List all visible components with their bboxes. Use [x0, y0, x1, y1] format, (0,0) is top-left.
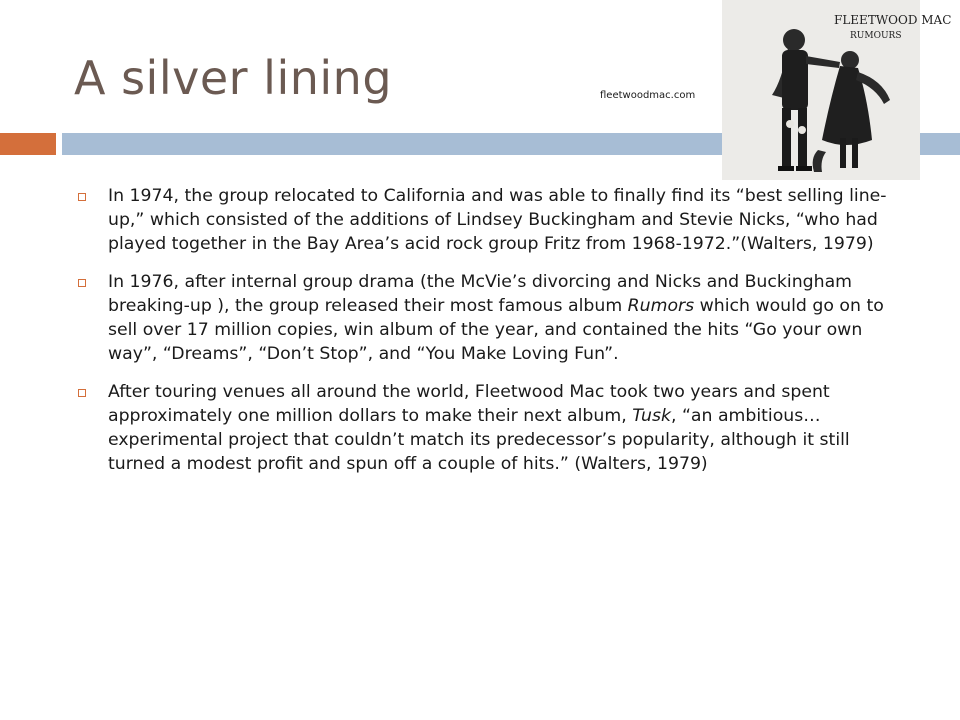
bullet-text-post: which would go on to sell over 17 million copies, win album of the year, and contained the hits “Go your own way”, “Dreams”, “Don’t Stop”, and “You Make Loving Fun”. [108, 296, 884, 364]
album-band-text: FLEETWOOD MAC [834, 13, 952, 27]
slide-title: A silver lining [74, 51, 393, 105]
album-cover-image [722, 0, 952, 180]
bullet-text: In 1974, the group relocated to California and was able to finally find its “best selling line-up,” which consisted of the additions of Lindsey Buckingham and Stevie Nicks, “who had played together in the Bay Area’s acid rock group Fritz from 1968-1972.”(Walters, 1979) [108, 186, 887, 254]
album-name-rumors: Rumors [627, 296, 695, 316]
bullet-text-pre: In 1976, after internal group drama (the McVie’s divorcing and Nicks and Buckingham breaking-up ), the group released their most famous album [108, 272, 852, 316]
bullet-list [76, 184, 906, 490]
bullet-square-icon [78, 279, 86, 287]
bullet-item-3 [76, 380, 906, 476]
album-name-tusk: Tusk [632, 406, 671, 426]
bullet-item-2 [76, 270, 906, 366]
album-title-text: RUMOURS [850, 31, 902, 41]
bullet-item-1 [76, 184, 906, 256]
bullet-text-pre: After touring venues all around the world, Fleetwood Mac took two years and spent approximately one million dollars to make their next album, [108, 382, 830, 426]
source-caption: fleetwoodmac.com [600, 90, 696, 101]
bullet-text-post: , “an ambitious… experimental project that couldn’t match its predecessor’s popularity, although it still turned a modest profit and spun off a couple of hits.” (Walters, 1979) [108, 406, 850, 474]
title-divider-accent [0, 133, 56, 155]
bullet-square-icon [78, 193, 86, 201]
bullet-square-icon [78, 389, 86, 397]
